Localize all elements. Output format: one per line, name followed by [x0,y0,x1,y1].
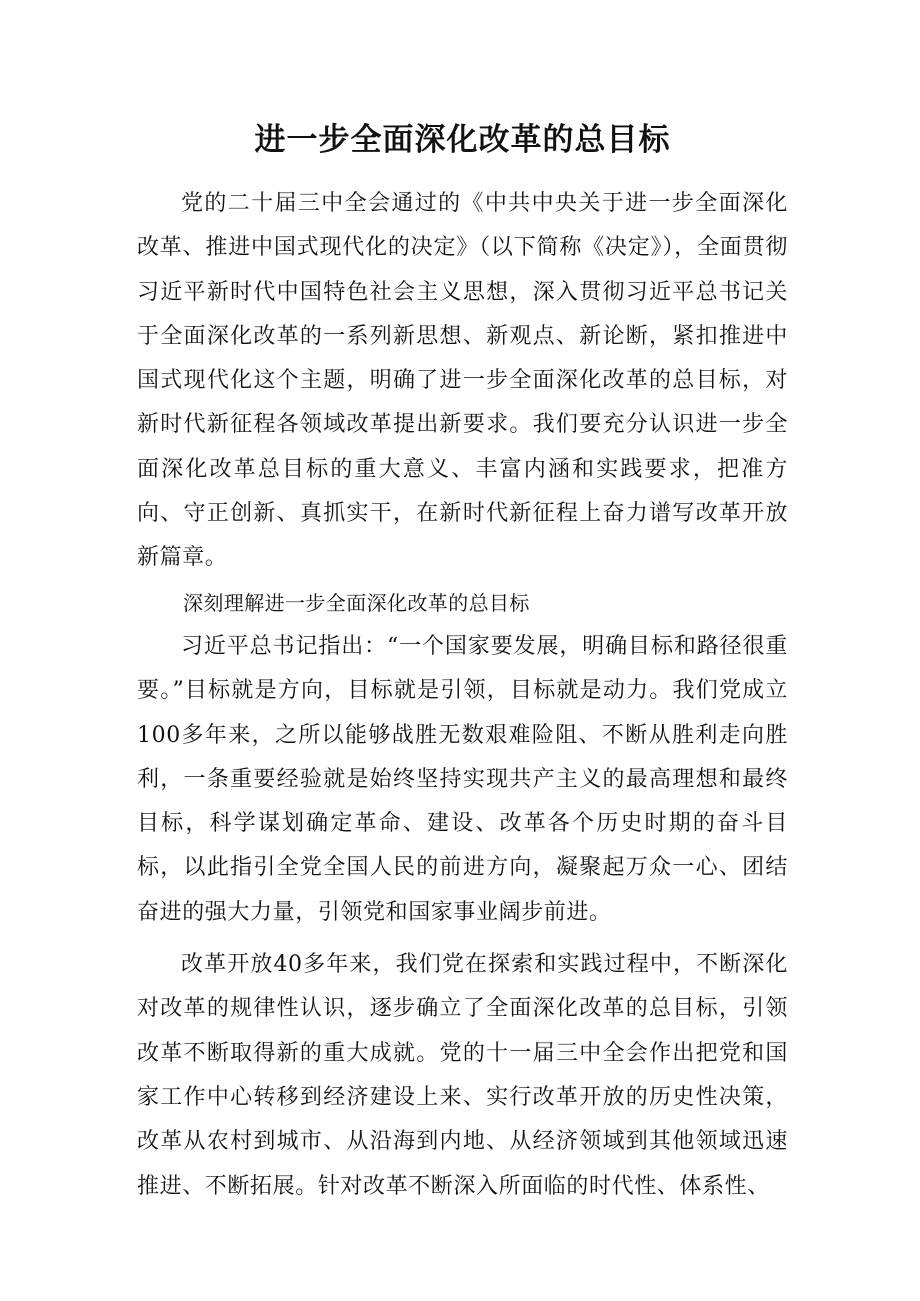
document-page [137,0,788,1209]
paragraph-intro: 党的二十届三中全会通过的《中共中央关于进一步全面深化改革、推进中国式现代化的决定》（以下简称《决定》），全面贯彻习近平新时代中国特色社会主义思想，深入贯彻习近平总书记关于全面深化改革的一系列新思想、新观点、新论断，紧扣推进中国式现代化这个主题，明确了进一步全面深化改革的总目标，对新时代新征程各领域改革提出新要求。我们要充分认识进一步全面深化改革总目标的重大意义、丰富内涵和实践要求，把准方向、守正创新、真抓实干，在新时代新征程上奋力谱写改革开放新篇章。 [137,191,788,571]
document-title: 进一步全面深化改革的总目标 [254,122,671,158]
document-body [137,182,788,1209]
section-subheading: 深刻理解进一步全面深化改革的总目标 [183,590,530,615]
paragraph-reform-history: 改革开放40多年来，我们党在探索和实践过程中，不断深化对改革的规律性认识，逐步确立了全面深化改革的总目标，引领改革不断取得新的重大成就。党的十一届三中全会作出把党和国家工作中心转移到经济建设上来、实行改革开放的历史性决策，改革从农村到城市、从沿海到内地、从经济领域到其他领域迅速推进、不断拓展。针对改革不断深入所面临的时代性、体系性、 [137,952,788,1199]
paragraph-goal-importance: 习近平总书记指出：“一个国家要发展，明确目标和路径很重要。”目标就是方向，目标就是引领，目标就是动力。我们党成立100多年来，之所以能够战胜无数艰难险阻、不断从胜利走向胜利，一条重要经验就是始终坚持实现共产主义的最高理想和最终目标，科学谋划确定革命、建设、改革各个历史时期的奋斗目标，以此指引全党全国人民的前进方向，凝聚起万众一心、团结奋进的强大力量，引领党和国家事业阔步前进。 [137,633,788,925]
